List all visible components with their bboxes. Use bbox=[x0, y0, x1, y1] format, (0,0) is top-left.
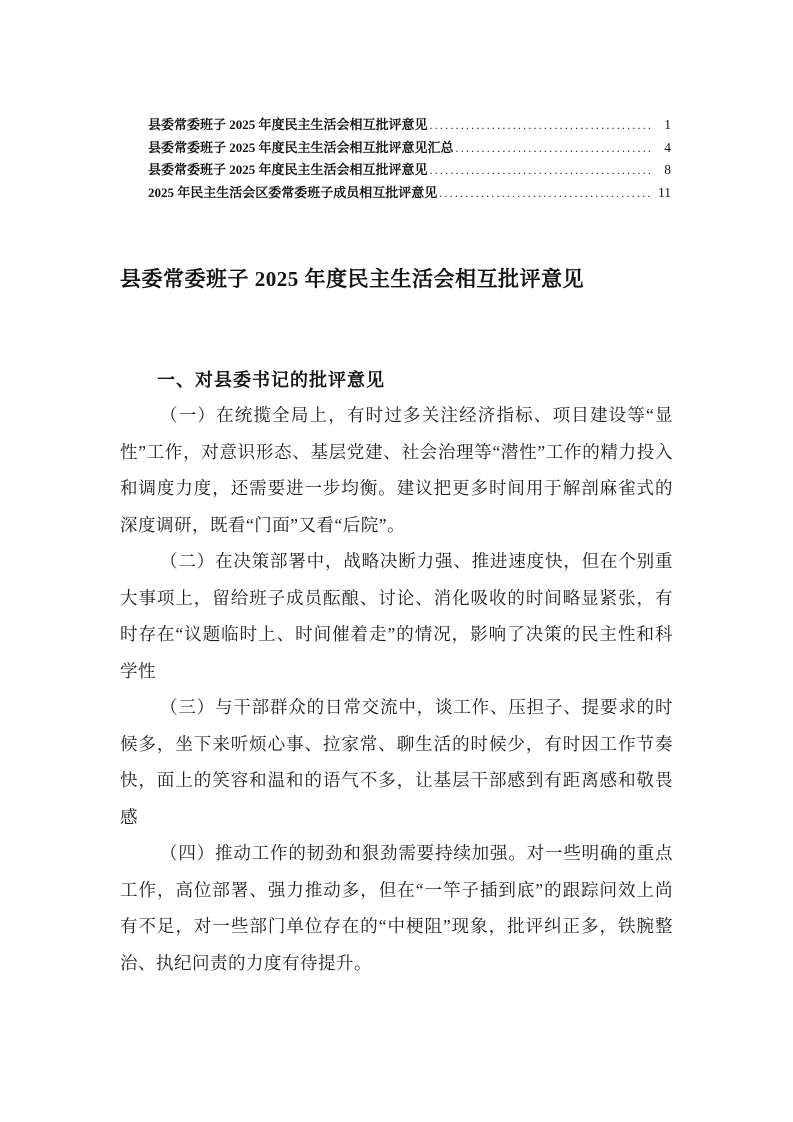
section-heading: 一、对县委书记的批评意见 bbox=[157, 370, 385, 390]
body-paragraph: （二）在决策部署中，战略决断力强、推进速度快，但在个别重大事项上，留给班子成员酝酿、讨论、消化吸收的时间略显紧张，有时存在“议题临时上、时间催着走”的情况，影响了决策的民主性和科学性 bbox=[120, 551, 673, 681]
toc-entry-title: 县委常委班子 2025 年度民主生活会相互批评意见 bbox=[148, 162, 428, 177]
toc-entry-title: 县委常委班子 2025 年度民主生活会相互批评意见汇总 bbox=[148, 139, 454, 155]
toc-entry[interactable] bbox=[148, 137, 671, 160]
toc-dot-leader bbox=[430, 160, 652, 182]
toc-entry-title: 2025 年民主生活会区委常委班子成员相互批评意见 bbox=[148, 184, 438, 200]
toc-dot-leader bbox=[439, 183, 652, 205]
body-paragraph: （四）推动工作的韧劲和狠劲需要持续加强。对一些明确的重点工作，高位部署、强力推动多，但在“一竿子插到底”的跟踪问效上尚有不足，对一些部门单位存在的“中梗阻”现象，批评纠正多，铁腕整治、执纪问责的力度有待提升。 bbox=[120, 843, 673, 973]
body-paragraph: （三）与干部群众的日常交流中，谈工作、压担子、提要求的时候多，坐下来听烦心事、拉家常、聊生活的时候少，有时因工作节奏快，面上的笑容和温和的语气不多，让基层干部感到有距离感和敬畏感 bbox=[120, 697, 673, 827]
toc-dot-leader bbox=[430, 115, 652, 137]
toc-dot-leader bbox=[456, 138, 652, 160]
toc-entry[interactable] bbox=[148, 182, 671, 205]
document-title: 县委常委班子 2025 年度民主生活会相互批评意见 bbox=[120, 267, 584, 291]
toc-entry[interactable] bbox=[148, 114, 671, 137]
toc-entry-title: 县委常委班子 2025 年度民主生活会相互批评意见 bbox=[148, 117, 428, 132]
document-body bbox=[120, 397, 673, 981]
toc-entry[interactable] bbox=[148, 159, 671, 182]
toc-page-number: 4 bbox=[664, 139, 671, 155]
table-of-contents bbox=[148, 114, 671, 204]
toc-page-number: 11 bbox=[658, 184, 671, 200]
toc-page-number: 1 bbox=[664, 117, 671, 132]
body-paragraph: （一）在统揽全局上，有时过多关注经济指标、项目建设等“显性”工作，对意识形态、基层党建、社会治理等“潜性”工作的精力投入和调度力度，还需要进一步均衡。建议把更多时间用于解剖麻雀式的深度调研，既看“门面”又看“后院”。 bbox=[120, 405, 673, 535]
toc-page-number: 8 bbox=[664, 162, 671, 177]
